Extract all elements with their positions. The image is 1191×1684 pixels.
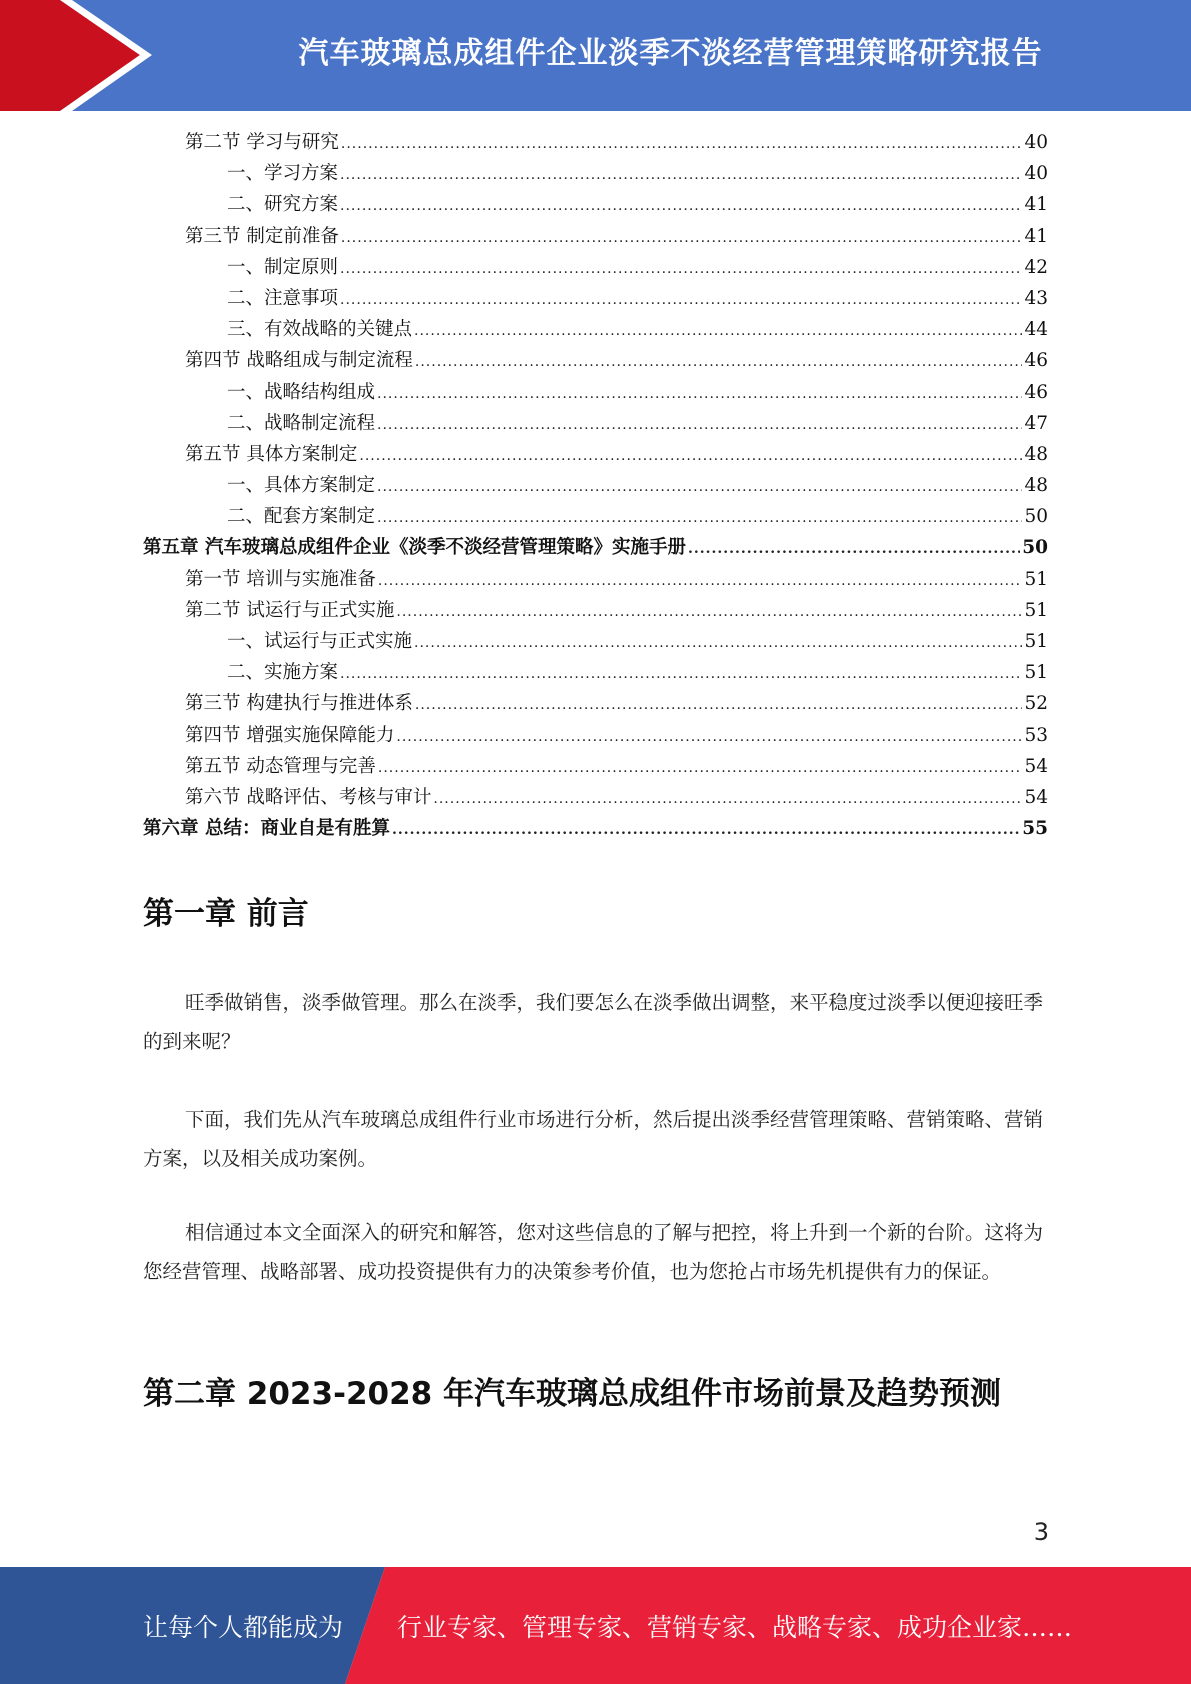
toc-entry-page: 51: [1024, 568, 1048, 590]
toc-entry[interactable]: [143, 346, 1048, 377]
toc-entry[interactable]: [143, 222, 1048, 253]
toc-entry[interactable]: [143, 533, 1048, 564]
table-of-contents: [143, 128, 1048, 845]
chapter-2-heading: 第二章 2023-2028 年汽车玻璃总成组件市场前景及趋势预测: [143, 1376, 1002, 1412]
toc-entry-label: 二、注意事项: [227, 287, 339, 309]
toc-leader-dots: [377, 417, 1022, 433]
toc-entry-label: 第二节 学习与研究: [185, 132, 339, 153]
toc-entry-label: 二、配套方案制定: [227, 506, 376, 528]
toc-entry[interactable]: [143, 159, 1048, 190]
toc-leader-dots: [340, 167, 1022, 183]
toc-leader-dots: [340, 198, 1022, 214]
toc-entry-label: 第三节 构建执行与推进体系: [185, 693, 413, 715]
toc-entry-page: 53: [1024, 724, 1048, 746]
toc-entry-label: 第四节 战略组成与制定流程: [185, 350, 413, 372]
toc-entry-page: 40: [1024, 163, 1048, 185]
toc-leader-dots: [340, 261, 1022, 277]
toc-entry-page: 41: [1024, 225, 1048, 247]
toc-leader-dots: [688, 541, 1020, 557]
toc-leader-dots: [396, 604, 1022, 620]
toc-entry[interactable]: [143, 565, 1048, 596]
toc-leader-dots: [414, 323, 1022, 339]
page-number: 3: [1033, 1518, 1049, 1546]
toc-entry[interactable]: [143, 783, 1048, 814]
toc-entry-page: 51: [1024, 631, 1048, 652]
toc-entry[interactable]: [143, 689, 1048, 720]
chapter-1-heading: 第一章 前言: [143, 896, 309, 932]
toc-entry-label: 一、制定原则: [227, 256, 339, 278]
toc-entry-label: 第五节 动态管理与完善: [185, 755, 376, 777]
header-title: 汽车玻璃总成组件企业淡季不淡经营管理策略研究报告: [298, 36, 1043, 71]
toc-entry-label: 一、试运行与正式实施: [227, 631, 413, 652]
toc-leader-dots: [415, 697, 1023, 713]
toc-entry-page: 54: [1024, 755, 1048, 777]
toc-entry-label: 第二节 试运行与正式实施: [185, 599, 395, 621]
toc-entry-page: 50: [1022, 537, 1048, 559]
toc-entry-label: 第五章 汽车玻璃总成组件企业《淡季不淡经营管理策略》实施手册: [143, 537, 686, 559]
toc-entry-label: 第六节 战略评估、考核与审计: [185, 786, 432, 808]
toc-entry-page: 50: [1024, 506, 1048, 528]
toc-entry[interactable]: [143, 814, 1048, 845]
toc-entry-label: 二、战略制定流程: [227, 412, 376, 434]
toc-entry[interactable]: [143, 440, 1048, 471]
toc-entry-label: 三、有效战略的关键点: [227, 319, 413, 341]
page-header: [0, 0, 1191, 111]
toc-entry[interactable]: [143, 409, 1048, 440]
toc-entry[interactable]: [143, 721, 1048, 752]
toc-entry-page: 41: [1024, 194, 1048, 216]
toc-entry-label: 第一节 培训与实施准备: [185, 568, 376, 590]
toc-leader-dots: [377, 479, 1022, 495]
toc-leader-dots: [396, 729, 1022, 745]
toc-entry[interactable]: [143, 315, 1048, 346]
toc-entry-page: 55: [1022, 818, 1048, 840]
toc-entry-page: 48: [1024, 443, 1048, 465]
paragraph-2: 下面，我们先从汽车玻璃总成组件行业市场进行分析，然后提出淡季经营管理策略、营销策略、营销方案，以及相关成功案例。: [143, 1108, 1044, 1170]
paragraph-3: 相信通过本文全面深入的研究和解答，您对这些信息的了解与把控，将上升到一个新的台阶。这将为您经营管理、战略部署、成功投资提供有力的决策参考价值，也为您抢占市场先机提供有力的保证。: [143, 1221, 1044, 1283]
toc-entry-label: 一、具体方案制定: [227, 475, 376, 497]
toc-entry-page: 47: [1024, 412, 1048, 434]
footer-slogan-left: 让每个人都能成为: [143, 1612, 344, 1642]
page-footer: [0, 1567, 1191, 1684]
toc-entry[interactable]: [143, 658, 1048, 689]
toc-entry[interactable]: [143, 378, 1048, 409]
toc-leader-dots: [392, 822, 1020, 838]
toc-entry-label: 二、实施方案: [227, 662, 339, 684]
toc-entry[interactable]: [143, 253, 1048, 284]
toc-leader-dots: [341, 136, 1023, 152]
toc-leader-dots: [377, 386, 1022, 402]
toc-entry-page: 40: [1024, 132, 1048, 153]
toc-entry-label: 一、战略结构组成: [227, 381, 376, 403]
toc-entry-page: 52: [1024, 693, 1048, 715]
toc-entry-page: 42: [1024, 256, 1048, 278]
toc-leader-dots: [340, 666, 1022, 682]
toc-leader-dots: [378, 760, 1023, 776]
toc-entry-label: 一、学习方案: [227, 163, 339, 185]
toc-entry[interactable]: [143, 190, 1048, 221]
toc-entry-label: 第三节 制定前准备: [185, 225, 339, 247]
toc-entry-page: 46: [1024, 350, 1048, 372]
toc-entry[interactable]: [143, 471, 1048, 502]
toc-entry[interactable]: [143, 627, 1048, 658]
paragraph-1: 旺季做销售，淡季做管理。那么在淡季，我们要怎么在淡季做出调整，来平稳度过淡季以便迎接旺季的到来呢？: [143, 991, 1044, 1053]
toc-leader-dots: [341, 230, 1023, 246]
toc-leader-dots: [378, 573, 1023, 589]
toc-entry-label: 第四节 增强实施保障能力: [185, 724, 395, 746]
toc-entry-page: 51: [1024, 662, 1048, 684]
toc-entry-page: 51: [1024, 599, 1048, 621]
toc-entry-label: 第六章 总结：商业自是有胜算: [143, 818, 390, 840]
toc-entry[interactable]: [143, 596, 1048, 627]
toc-entry[interactable]: [143, 502, 1048, 533]
toc-entry[interactable]: [143, 128, 1048, 159]
toc-entry-page: 43: [1024, 287, 1048, 309]
footer-slogan-right: 行业专家、管理专家、营销专家、战略专家、成功企业家……: [397, 1612, 1073, 1642]
toc-entry-page: 46: [1024, 381, 1048, 403]
toc-entry-label: 第五节 具体方案制定: [185, 443, 358, 465]
toc-leader-dots: [340, 292, 1022, 308]
toc-entry-page: 44: [1024, 319, 1048, 341]
toc-entry-label: 二、研究方案: [227, 194, 339, 216]
toc-leader-dots: [433, 791, 1022, 807]
toc-leader-dots: [359, 448, 1022, 464]
toc-entry-page: 54: [1024, 786, 1048, 808]
toc-entry[interactable]: [143, 752, 1048, 783]
toc-leader-dots: [415, 354, 1023, 370]
toc-entry-page: 48: [1024, 475, 1048, 497]
toc-leader-dots: [414, 635, 1022, 651]
toc-entry[interactable]: [143, 284, 1048, 315]
toc-leader-dots: [377, 510, 1022, 526]
